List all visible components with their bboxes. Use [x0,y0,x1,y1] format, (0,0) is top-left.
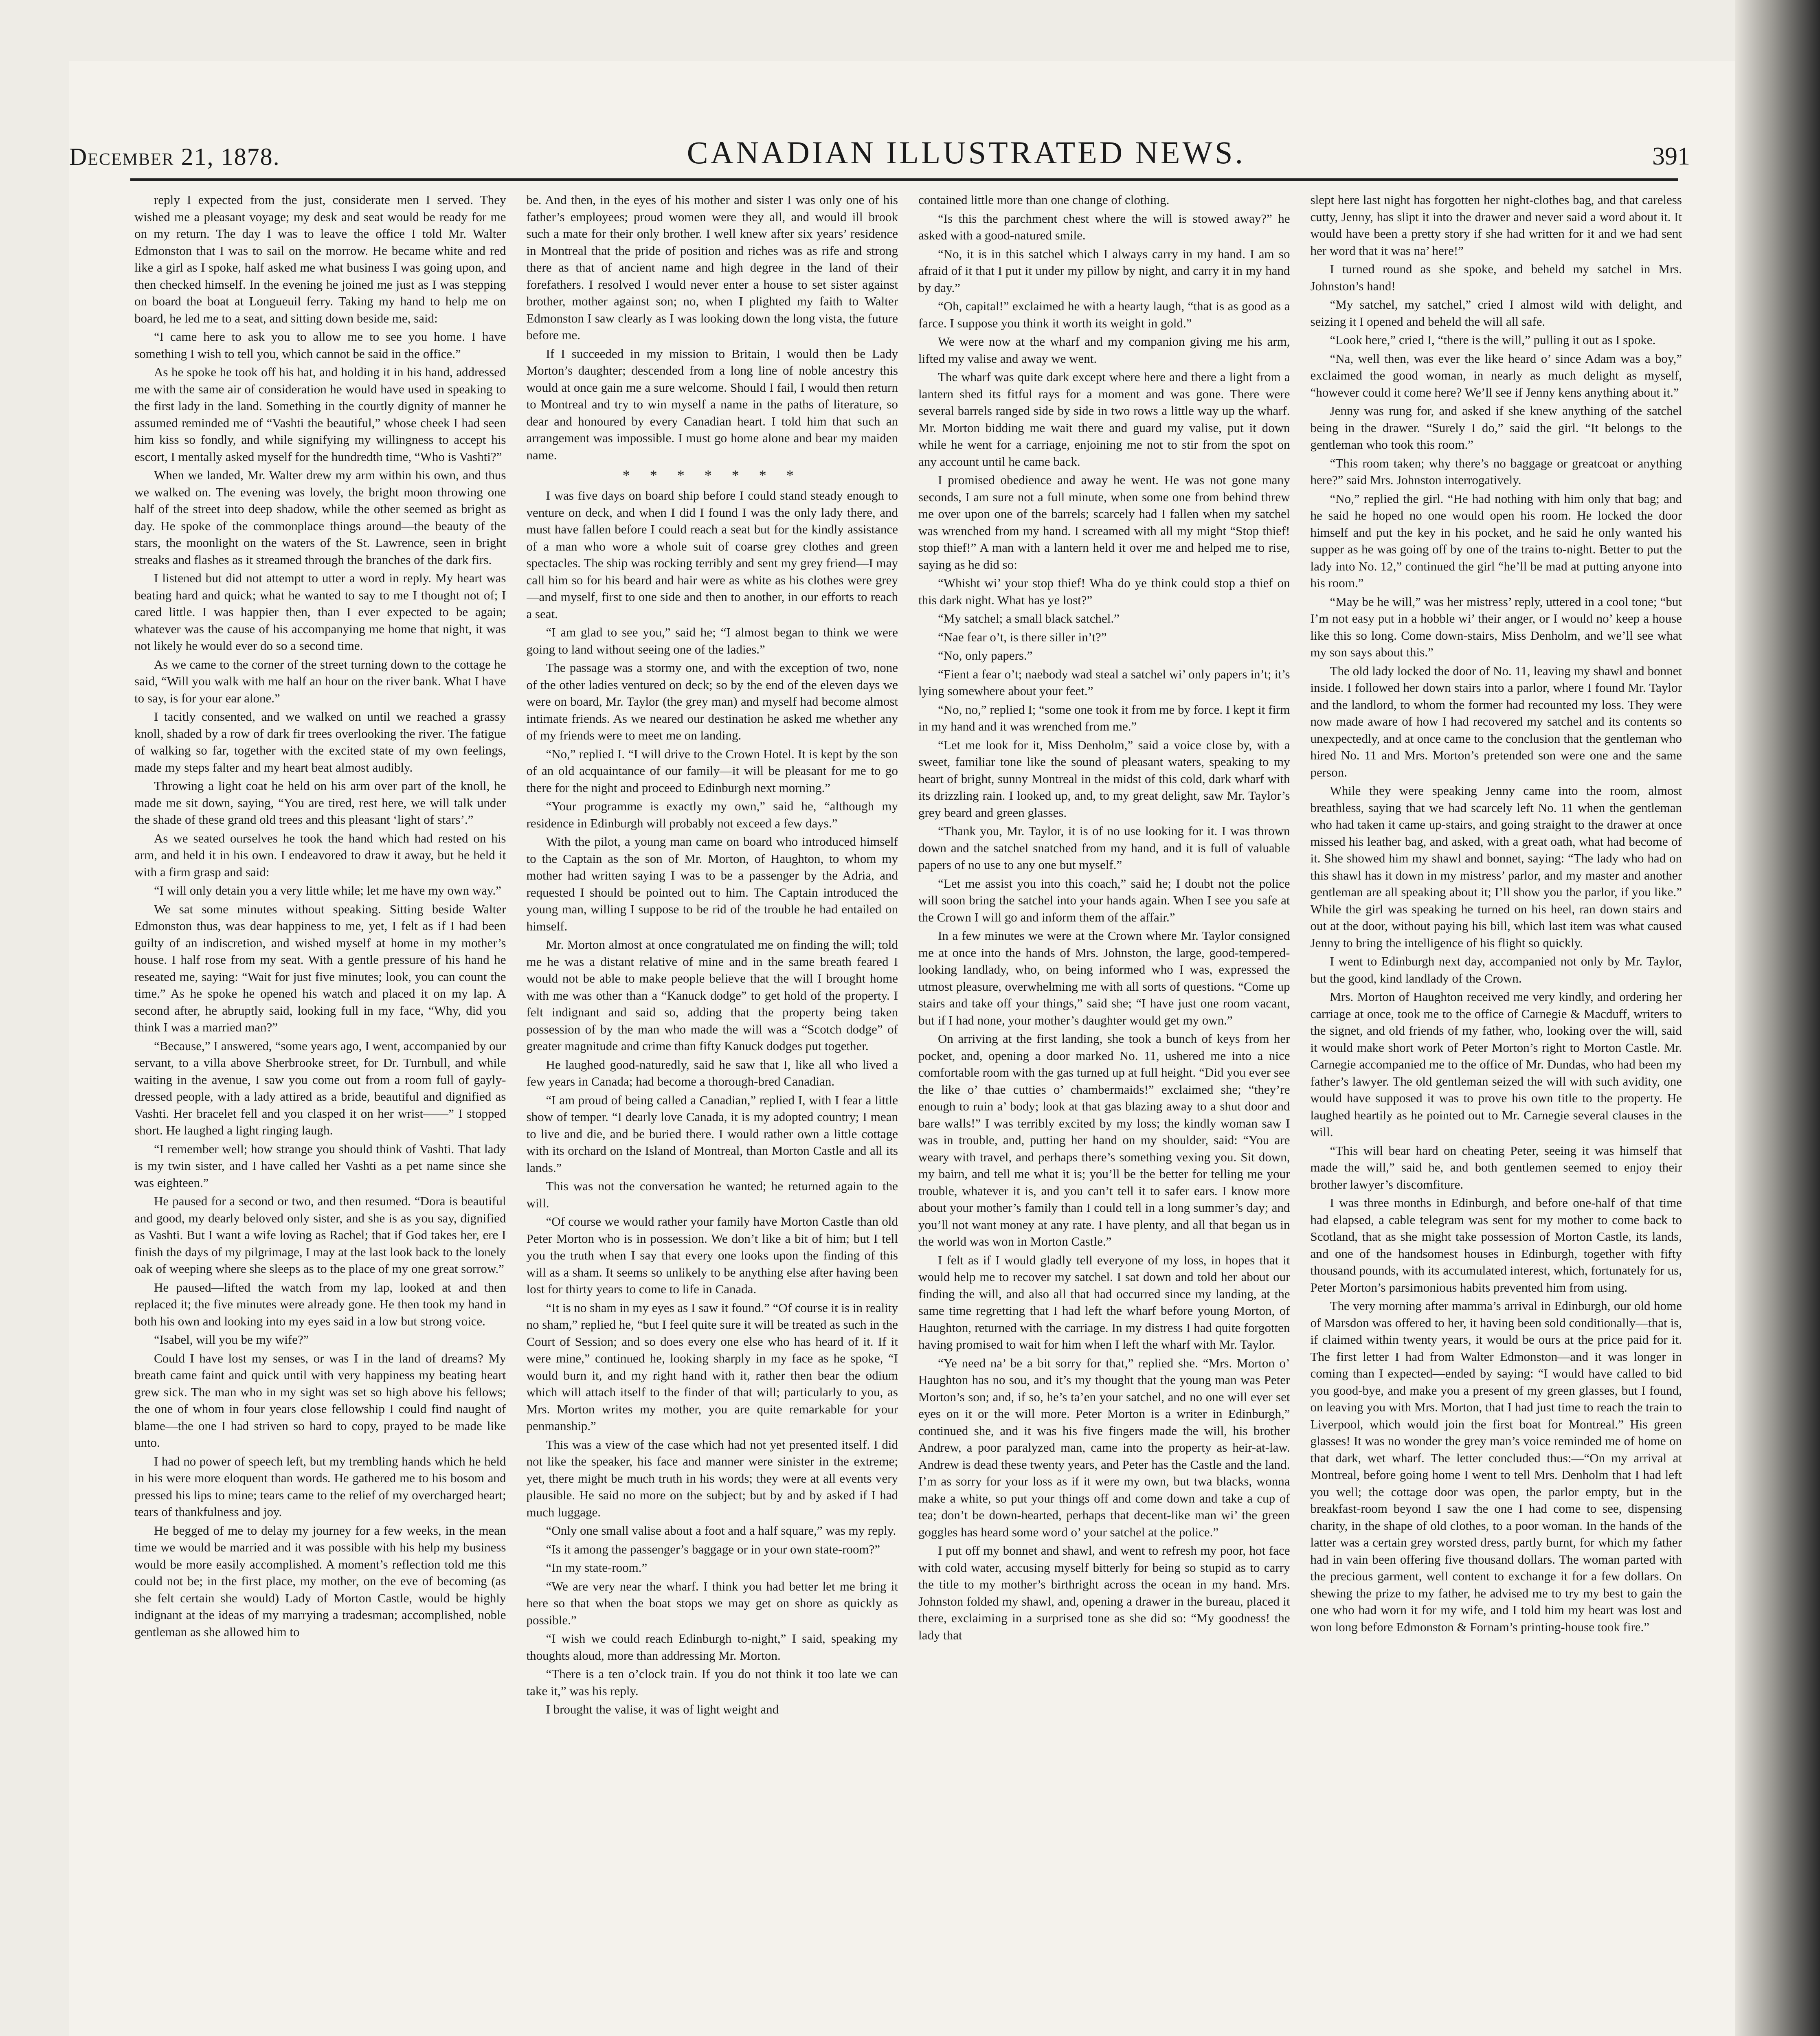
page-binding-shadow [1735,0,1820,2036]
paragraph: “Because,” I answered, “some years ago, I went, accompanied by our servant, to a villa above Sherbrooke street, for Dr. Turnbull, and while waiting in the avenue, I saw you come out from a room full of gayly-dressed people, with a lady attired as a bride, beautiful and dignified as Vashti. Her bracelet fell and you clasped it on her wrist——” I stopped short. He laughed a light ringing laugh. [134,1038,506,1137]
paragraph: I went to Edinburgh next day, accompanied not only by Mr. Taylor, but the good, kind landlady of the Crown. [1310,954,1682,985]
paragraph: “In my state-room.” [546,1560,648,1575]
paragraph: He laughed good-naturedly, said he saw that I, like all who lived a few years in Canada; had become a thorough-bred Canadian. [526,1057,898,1088]
paragraph: “Ye need na’ be a bit sorry for that,” replied she. “Mrs. Morton o’ Haughton has no sou, and it’s my thought that the young man was Peter Morton’s son; and, if so, he’s ta’en your satchel, and no one will ever set eyes on it or the will more. Peter Morton is a writer in Edinburgh,” continued she, and it was his five fingers made the will, his brother Andrew, a poor paralyzed man, came into the property as heir-at-law. Andrew is dead these twenty years, and Peter has the Castle and the land. I’m as sorry for your loss as if it were my own, but twa blacks, wonna make a white, so put your things off and come down and take a cup of tea; don’t be down-hearted, perhaps that decent-like man wi’ the green goggles has heard some word o’ your satchel at the police.” [918,1356,1290,1539]
paragraph: “Na, well then, was ever the like heard o’ since Adam was a boy,” exclaimed the good woman, in nearly as much delight as myself, “however could it come here? We’ll see if Jenny kens anything about it.” [1310,351,1682,399]
paragraph: In a few minutes we were at the Crown where Mr. Taylor consigned me at once into the hands of Mrs. Johnston, the large, good-tempered-looking landlady, who, on being informed who I was, expressed the utmost pleasure, overwhelming me with all sorts of questions. “Come up stairs and take off your things,” said she; “I have just one room vacant, but if I had none, your mother’s daughter would get my own.” [918,928,1290,1027]
paragraph: “Let me look for it, Miss Denholm,” said a voice close by, with a sweet, familiar tone like the sound of pleasant waters, speaking to my heart of bright, sunny Montreal in the midst of this cold, dark wharf with its drizzling rain. I looked up, and, to my great delight, saw Mr. Taylor’s grey beard and green glasses. [918,737,1290,820]
paragraph: “No,” replied the girl. “He had nothing with him only that bag; and he said he hoped no one would open his room. He locked the door himself and put the key in his pocket, and he said he only wanted his supper as he was going off by one of the trains to-night. Better to put the lady into No. 12,” continued the girl “he’ll be mad at putting anyone into his room.” [1310,491,1682,590]
paragraph: “There is a ten o’clock train. If you do not think it too late we can take it,” was his reply. [526,1667,898,1698]
paragraph: I listened but did not attempt to utter a word in reply. My heart was beating hard and quick; what he wanted to say to me I thought not of; I cared little. I was happier then, than I ever expected to be again; whatever was the cause of his accompanying me home that night, it was not likely he would ever do so a second time. [134,571,506,653]
paragraph: “May be he will,” was her mistress’ reply, uttered in a cool tone; “but I’m not easy put in a hobble wi’ their anger, or I would no’ keep a house like this so long. Come down-stairs, Miss Denholm, and we’ll see what my son says about this.” [1310,594,1682,659]
paragraph: I promised obedience and away he went. He was not gone many seconds, I am sure not a full minute, when some one from behind threw me over upon one of the barrels; scarcely had I fallen when my satchel was wrenched from my hand. I screamed with all my might “Stop thief! stop thief!” A man with a lantern held it over me and helped me to rise, saying as he did so: [918,473,1290,572]
paragraph: “I am proud of being called a Canadian,” replied I, with I fear a little show of temper. “I dearly love Canada, it is my adopted country; I mean to live and die, and be buried there. I would rather own a little cottage with its orchard on the Island of Montreal, than Morton Castle and all its lands.” [526,1093,898,1175]
paragraph: I turned round as she spoke, and beheld my satchel in Mrs. Johnston’s hand! [1310,262,1682,293]
paragraph: “I am glad to see you,” said he; “I almost began to think we were going to land without seeing one of the ladies.” [526,625,898,656]
paragraph: As we seated ourselves he took the hand which had rested on his arm, and held it in his own. I endeavored to draw it away, but he held it with a firm grasp and said: [134,831,506,879]
column-4 [1311,191,1682,2036]
header-rule [130,178,1678,181]
paragraph: “No, only papers.” [938,648,1033,663]
paragraph: Throwing a light coat he held on his arm over part of the knoll, he made me sit down, saying, “You are tired, rest here, we will talk under the shade of these grand old trees and this pleasant ‘light of stars’.” [134,779,506,827]
paragraph: We were now at the wharf and my companion giving me his arm, lifted my valise and away we went. [918,334,1290,366]
paragraph: I felt as if I would gladly tell everyone of my loss, in hopes that it would help me to recover my satchel. I sat down and told her about our finding the will, and also all that had occurred since my landing, at the same time regretting that I had left the wharf before young Morton, of Haughton, returned with the carriage. In my distress I had quite forgotten having promised to wait for him when I left the wharf with Mr. Taylor. [918,1253,1290,1351]
paragraph: This was not the conversation he wanted; he returned again to the will. [526,1179,898,1210]
paragraph: “I came here to ask you to allow me to see you home. I have something I wish to tell you, which cannot be said in the office.” [134,329,506,361]
paragraph: Mr. Morton almost at once congratulated me on finding the will; told me he was a distant relative of mine and in the same breath feared I would not be able to make people believe that the will I brought home with me was other than a “Kanuck dodge” to get hold of the property. I felt indignant and said so, adding that the property being taken possession of by the man who made the will was a “Scotch dodge” of greater magnitude and crime than fifty Kanuck dodges put together. [526,937,898,1053]
paragraph: “I remember well; how strange you should think of Vashti. That lady is my twin sister, and I have called her Vashti as a pet name since she was eighteen.” [134,1141,506,1190]
paragraph: I put off my bonnet and shawl, and went to refresh my poor, hot face with cold water, accusing myself bitterly for being so stupid as to carry the title to my mother’s birthright across the ocean in my hand. Mrs. Johnston folded my shawl, and, opening a drawer in the bureau, placed it there, exclaiming in a surprised tone as she did so: “My goodness! the lady that [918,1543,1290,1642]
paragraph: Mrs. Morton of Haughton received me very kindly, and ordering her carriage at once, took me to the office of Carnegie & Macduff, writers to the signet, and old friends of my father, who, looking over the will, said it would make short work of Peter Morton’s right to Morton Castle. Mr. Carnegie accompanied me to the office of Mr. Dundas, who had been my father’s lawyer. The old gentleman seized the will with such avidity, one would have supposed it was to prove his own title to the property. He laughed heartily as he pointed out to Mr. Carnegie several clauses in the will. [1310,989,1682,1139]
paragraph: “I will only detain you a very little while; let me have my own way.” [154,883,501,897]
paragraph: I was three months in Edinburgh, and before one-half of that time had elapsed, a cable telegram was sent for my mother to come back to Scotland, that as she might take possession of Morton Castle, its lands, and one of the handsomest houses in Edinburgh, together with fifty thousand pounds, with its accumulated interest, which, fortunately for us, Peter Morton’s parsimonious habits prevented him from using. [1310,1196,1682,1294]
paragraph: While they were speaking Jenny came into the room, almost breathless, saying that we had scarcely left No. 11 when the gentleman who had taken it came up-stairs, and going straight to the drawer at once missed his leather bag, and asked, with a great oath, what had become of it. She showed him my shawl and bonnet, saying: “The lady who had on this shawl has it down in my mistress’ parlor, and my master and another gentleman are all speaking about it; I’ll show you the parlor, if you like.” While the girl was speaking he turned on his heel, ran down stairs and out at the door, without paying his bill, which last item was what caused Jenny to bring the intelligence of his flight so quickly. [1310,783,1682,950]
column-3 [918,191,1290,2036]
paragraph: The wharf was quite dark except where here and there a light from a lantern shed its fitful rays for a moment and was gone. There were several barrels ranged side by side in two rows a little way up the wharf. Mr. Morton bidding me wait there and guard my valise, put it down while he went for a carriage, enjoining me not to stir from the spot on any account until he came back. [918,370,1290,469]
paragraph: The very morning after mamma’s arrival in Edinburgh, our old home of Marsdon was offered to her, it having been sold conditionally—that is, if claimed within twenty years, it would be ours at the price paid for it. The first letter I had from Walter Edmonston—and it was longer in coming than I expected—ended by saying: “I would have called to bid you good-bye, and make you a present of my green glasses, but I found, on leaving you with Mrs. Morton, that I had just time to reach the train to Liverpool, which would join the first boat for Montreal.” His green glasses! It was no wonder the grey man’s voice reminded me of home on that dark, wet wharf. The letter concluded thus:—“On my arrival at Montreal, before going home I went to tell Mrs. Denholm that I had left you well; the cottage door was open, the parlor empty, but in the breakfast-room beyond I saw the one I had come to see, dispensing charity, in the shape of old clothes, to a poor woman. In the hands of the latter was a certain grey worsted dress, partly burnt, for which my father had in vain been offering five thousand dollars. The woman parted with the precious garment, well content to exchange it for a few dollars. On shewing the prize to my father, he advised me to try my best to gain the one who had worn it for my wife, and I told him my heart was lost and won long before Edmonston & Fornam’s printing-house took fire.” [1310,1299,1682,1634]
paragraph: “Whisht wi’ your stop thief! Wha do ye think could stop a thief on this dark night. What has ye lost?” [918,576,1290,607]
paragraph: “Of course we would rather your family have Morton Castle than old Peter Morton who is in possession. We don’t like a bit of him; but I tell you the truth when I say that every one looks upon the finding of this will as a sham. It seems so unlikely to be anything else after having been lost for thirty years to come to life in Canada. [526,1214,898,1296]
paragraph: When we landed, Mr. Walter drew my arm within his own, and thus we walked on. The evening was lovely, the bright moon throwing one half of the street into deep shadow, while the other seemed as bright as day. He spoke of the commonplace things around—the beauty of the stars, the moonlight on the waters of the St. Lawrence, seen in bright streaks and flashes as it streamed through the branches of the dark firs. [134,468,506,567]
paragraph: I had no power of speech left, but my trembling hands which he held in his were more eloquent than words. He gathered me to his bosom and pressed his lips to mine; tears came to the relief of my overcharged heart; tears of thankfulness and joy. [134,1454,506,1519]
paragraph: He paused for a second or two, and then resumed. “Dora is beautiful and good, my dearly beloved only sister, and she is as you say, dignified as Vashti. But I want a wife loving as Rachel; that if God takes her, ere I finish the days of my pilgrimage, I may at the last look back to the lonely oak of weeping where she sleeps as to the place of my one great sorrow.” [134,1194,506,1276]
paragraph: “Only one small valise about a foot and a half square,” was my reply. [546,1523,896,1538]
paragraph: He paused—lifted the watch from my lap, looked at and then replaced it; the five minutes were already gone. He then took my hand in both his own and looking into my eyes said in a low but strong voice. [134,1280,506,1328]
paragraph: “No,” replied I. “I will drive to the Crown Hotel. It is kept by the son of an old acquaintance of our family—it will be pleasant for me to go there for the night and proceed to Edinburgh next morning.” [526,746,898,795]
paragraph: “Nae fear o’t, is there siller in’t?” [938,630,1107,644]
paragraph: be. And then, in the eyes of his mother and sister I was only one of his father’s employees; proud women were they all, and would ill brook such a mate for their only brother. I well knew after six years’ residence in Montreal that the pride of position and riches was as rife and strong there as that of ancient name and high degree in the land of their forefathers. I resolved I would never enter a house to set sister against brother, mother against son; no, when I plighted my faith to Walter Edmonston I saw clearly as I was looking down the long vista, the future before me. [526,193,898,342]
paragraph: “Fient a fear o’t; naebody wad steal a satchel wi’ only papers in’t; it’s lying somewhere about your feet.” [918,667,1290,698]
paragraph: We sat some minutes without speaking. Sitting beside Walter Edmonston thus, was dear happiness to me, yet, I felt as if I had been guilty of an indiscretion, and wished myself at home in my mother’s house. I half rose from my seat. With a gentle pressure of his hand he reseated me, saying: “Wait for just five minutes; look, you can count the time.” As he spoke he opened his watch and placed it on my lap. A second after, he abruptly said, looking full in my face, “Why, did you think I was a married man?” [134,902,506,1034]
column-1 [134,191,506,2036]
paragraph: The old lady locked the door of No. 11, leaving my shawl and bonnet inside. I followed her down stairs into a parlor, where I found Mr. Taylor and the landlord, to whom the former had recounted my loss. They were now made aware of how I had recovered my satchel and its contents so unexpectedly, and at once came to the conclusion that the gentleman who hired No. 11 and Mrs. Morton’s pretended son were one and the same person. [1310,663,1682,779]
paragraph: “I wish we could reach Edinburgh to-night,” I said, speaking my thoughts aloud, more than addressing Mr. Morton. [526,1631,898,1663]
paragraph: Jenny was rung for, and asked if she knew anything of the satchel being in the drawer. “Surely I do,” said the girl. “It belongs to the gentleman who took this room.” [1310,404,1682,452]
paragraph: “No, it is in this satchel which I always carry in my hand. I am so afraid of it that I put it under my pillow by night, and carry it in my hand by day.” [918,246,1290,295]
paragraph: I was five days on board ship before I could stand steady enough to venture on deck, and when I did I found I was the only lady there, and must have fallen before I could reach a seat but for the kindly assistance of a man who wore a whole suit of coarse grey clothes and green spectacles. The ship was rocking terribly and sent my grey friend—I may call him so for his beard and hair were as white as his clothes were grey—and myself, first to one side and then to another, in our efforts to reach a seat. [526,488,898,621]
paragraph: The passage was a stormy one, and with the exception of two, none of the other ladies ventured on deck; so by the end of the eleven days we were on board, Mr. Taylor (the grey man) and myself had become almost intimate friends. As we neared our destination he asked me whether any of my friends were to meet me on landing. [526,660,898,742]
paragraph: “My satchel, my satchel,” cried I almost wild with delight, and seizing it I opened and beheld the will all safe. [1310,297,1682,329]
paragraph: If I succeeded in my mission to Britain, I would then be Lady Morton’s daughter; descended from a long line of noble ancestry this would at once gain me a sure welcome. Should I fail, I would then return to Montreal and try to win myself a name in the paths of literature, so dear and honoured by every Canadian heart. I told him that such an arrangement was impossible. I must go home alone and bear my maiden name. [526,346,898,462]
paragraph: “Isabel, will you be my wife?” [154,1332,309,1347]
publication-title: CANADIAN ILLUSTRATED NEWS. [687,135,1246,170]
page-number: 391 [1652,143,1690,170]
paragraph: “This will bear hard on cheating Peter, seeing it was himself that made the will,” said he, and both gentlemen seemed to enjoy their brother lawyer’s discomfiture. [1310,1143,1682,1191]
column-2 [527,191,898,2036]
paragraph: As we came to the corner of the street turning down to the cottage he said, “Will you walk with me half an hour on the river bank. What I have to say, is for your ear alone.” [134,657,506,705]
article-columns [134,191,1682,2036]
paragraph: I tacitly consented, and we walked on until we reached a grassy knoll, shaded by a row of dark fir trees overlooking the river. The fatigue of walking so far, together with the excited state of my own feelings, made my steps falter and my heart beat almost audibly. [134,709,506,774]
paragraph: This was a view of the case which had not yet presented itself. I did not like the speaker, his face and manner were sinister in the extreme; yet, there might be much truth in his words; they were at all events very plausible. He said no more on the subject; but by and by asked if I had much luggage. [526,1437,898,1519]
paragraph: “We are very near the wharf. I think you had better let me bring it here so that when the boat stops we may get on shore as quickly as possible.” [526,1579,898,1627]
paragraph: He begged of me to delay my journey for a few weeks, in the mean time we would be married and it was possible with his help my business would be more easily accomplished. A moment’s reflection told me this could not be; in the first place, my mother, on the eve of becoming (as she felt certain she would) Lady of Morton Castle, would be highly indignant at the ideas of my marrying a tradesman; accomplished, noble gentleman as she allowed him to [134,1523,506,1639]
section-separator: * * * * * * * [622,467,802,483]
paragraph: “Look here,” cried I, “there is the will,” pulling it out as I spoke. [1330,333,1656,347]
paragraph: As he spoke he took off his hat, and holding it in his hand, addressed me with the same air of consideration he would have used in speaking to the first lady in the land. Something in the courtly dignity of manner he assumed reminded me of “Vashti the beautiful,” whose cheek I had seen him kiss so fondly, and while signifying my willingness to accept his escort, I mentally asked myself for the hundredth time, “Who is Vashti?” [134,365,506,464]
paragraph: “It is no sham in my eyes as I saw it found.” “Of course it is in reality no sham,” replied he, “but I feel quite sure it will be treated as such in the Court of Session; and so does every one else who has heard of it. If it were mine,” continued he, looking sharply in my face as he spoke, “I would burn it, and my right hand with it, rather then bear the odium which will attach itself to the finder of that will; particularly to you, as Mrs. Morton writes my mother, you are quite remarkable for your penmanship.” [526,1300,898,1433]
issue-date: December 21, 1878. [69,143,280,170]
paragraph: “My satchel; a small black satchel.” [938,611,1120,625]
paragraph: Could I have lost my senses, or was I in the land of dreams? My breath came faint and quick until with very happiness my beating heart grew sick. The man who in my sight was set so high above his fellows; the one of whom in four years close fellowship I could find naught of blame—the one I had striven so hard to copy, prayed to be made like unto. [134,1351,506,1450]
paragraph: “Let me assist you into this coach,” said he; I doubt not the police will soon bring the satchel into your hands again. When I see you safe at the Crown I will go and inform them of the affair.” [918,876,1290,924]
paragraph: “Is this the parchment chest where the will is stowed away?” he asked with a good-natured smile. [918,211,1290,242]
paragraph: I brought the valise, it was of light weight and [546,1702,779,1716]
paragraph: reply I expected from the just, considerate men I served. They wished me a pleasant voyage; my desk and seat would be ready for me on my return. The day I was to leave the office I told Mr. Walter Edmonston that I was to sail on the morrow. He became white and red like a girl as I spoke, half asked me what business I was going upon, and then checked himself. In the evening he joined me just as I was stepping on board the boat at Longueuil ferry. Taking my hand to help me on board, he led me to a seat, and sitting down beside me, said: [134,193,506,325]
paragraph: “Is it among the passenger’s baggage or in your own state-room?” [546,1542,880,1556]
paragraph: “Thank you, Mr. Taylor, it is of no use looking for it. I was thrown down and the satchel snatched from my hand, and it is full of valuable papers of no use to any one but myself.” [918,824,1290,872]
paragraph: “This room taken; why there’s no baggage or greatcoat or anything here?” said Mrs. Johnston interrogatively. [1310,456,1682,487]
paragraph: On arriving at the first landing, she took a bunch of keys from her pocket, and, opening a door marked No. 11, ushered me into a nice comfortable room with the gas turned up at full height. “Did you ever see the like o’ thae cutties o’ chambermaids!” exclaimed she; “they’re enough to ruin a’ body; look at that gas blazing away to a shut door and bare walls!” I was terribly excited by my loss; the kindly woman saw I was in trouble, and, putting her hand on my shoulder, said: “You are weary with travel, and perhaps there’s something vexing you. Sit down, my bairn, and tell me what it is; you’ll be the better for telling me your trouble, whatever it is, and you can’t tell it to safer ears. I know more about your mother’s family than I could tell in a long summer’s day; and you’ll not want money at any rate. I have plenty, and all that began us in the world was won in Morton Castle.” [918,1031,1290,1248]
paragraph: With the pilot, a young man came on board who introduced himself to the Captain as the son of Mr. Morton, of Haughton, to whom my mother had written saying I was to be a passenger by the Adria, and requested I should be pointed out to him. The Captain introduced the young man, willing I suppose to be rid of the trouble he had entailed on himself. [526,834,898,933]
paragraph: “Oh, capital!” exclaimed he with a hearty laugh, “that is as good as a farce. I suppose you think it worth its weight in gold.” [918,299,1290,330]
masthead [69,122,1690,171]
paragraph: “Your programme is exactly my own,” said he, “although my residence in Edinburgh will probably not exceed a few days.” [526,799,898,830]
paragraph: “No, no,” replied I; “some one took it from me by force. I kept it firm in my hand and it was wrenched from me.” [918,702,1290,733]
paragraph: slept here last night has forgotten her night-clothes bag, and that careless cutty, Jenny, has slipt it into the drawer and never said a word about it. It would have been a pretty story if she had written for it and we had sent her word that it was na’ here!” [1310,193,1682,258]
paragraph: contained little more than one change of clothing. [918,193,1170,207]
